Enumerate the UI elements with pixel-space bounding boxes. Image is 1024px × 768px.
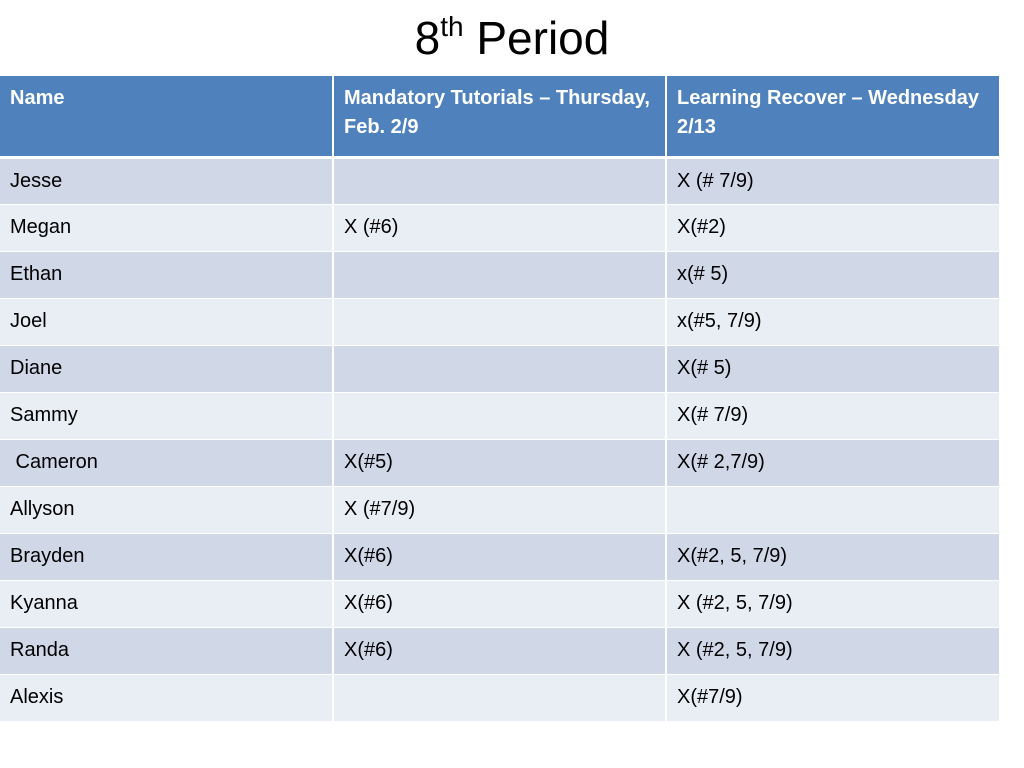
student-name-cell: Sammy [0, 392, 333, 439]
table-row [0, 392, 999, 439]
tutorials-cell [333, 157, 666, 204]
learning-recover-cell: x(#5, 7/9) [666, 298, 999, 345]
learning-recover-cell: X(#7/9) [666, 674, 999, 721]
table-row [0, 345, 999, 392]
student-name-cell: Ethan [0, 251, 333, 298]
learning-recover-cell: x(# 5) [666, 251, 999, 298]
title-text: Period [463, 12, 610, 64]
header-mandatory-tutorials: Mandatory Tutorials – Thursday, Feb. 2/9 [333, 76, 666, 157]
title-superscript: th [440, 11, 464, 42]
header-name: Name [0, 76, 333, 157]
student-name-cell: Randa [0, 627, 333, 674]
table-row [0, 157, 999, 204]
learning-recover-cell: X (#2, 5, 7/9) [666, 580, 999, 627]
header-learning-recover: Learning Recover – Wednesday 2/13 [666, 76, 999, 157]
learning-recover-cell: X(#2) [666, 204, 999, 251]
student-name-cell: Allyson [0, 486, 333, 533]
table-row [0, 204, 999, 251]
tutorials-cell: X(#6) [333, 627, 666, 674]
learning-recover-cell: X(# 5) [666, 345, 999, 392]
tutorials-cell [333, 392, 666, 439]
attendance-table [0, 76, 999, 722]
tutorials-cell [333, 674, 666, 721]
tutorials-cell [333, 345, 666, 392]
student-name-cell: Megan [0, 204, 333, 251]
tutorials-cell: X (#7/9) [333, 486, 666, 533]
tutorials-cell: X(#5) [333, 439, 666, 486]
tutorials-cell: X(#6) [333, 533, 666, 580]
tutorials-cell [333, 298, 666, 345]
student-name-cell: Jesse [0, 157, 333, 204]
table-row [0, 580, 999, 627]
table-row [0, 627, 999, 674]
learning-recover-cell: X (#2, 5, 7/9) [666, 627, 999, 674]
table-row [0, 486, 999, 533]
table-row [0, 251, 999, 298]
table-row [0, 298, 999, 345]
student-name-cell: Kyanna [0, 580, 333, 627]
table-row [0, 674, 999, 721]
table-row [0, 533, 999, 580]
student-name-cell: Joel [0, 298, 333, 345]
slide-title [0, 8, 1024, 68]
title-number: 8 [414, 12, 441, 64]
learning-recover-cell: X(# 2,7/9) [666, 439, 999, 486]
tutorials-cell: X (#6) [333, 204, 666, 251]
student-name-cell: Alexis [0, 674, 333, 721]
learning-recover-cell [666, 486, 999, 533]
student-name-cell: Brayden [0, 533, 333, 580]
learning-recover-cell: X(# 7/9) [666, 392, 999, 439]
table-header-row [0, 76, 999, 157]
student-name-cell: Cameron [0, 439, 333, 486]
tutorials-cell [333, 251, 666, 298]
learning-recover-cell: X(#2, 5, 7/9) [666, 533, 999, 580]
student-name-cell: Diane [0, 345, 333, 392]
learning-recover-cell: X (# 7/9) [666, 157, 999, 204]
tutorials-cell: X(#6) [333, 580, 666, 627]
table-row [0, 439, 999, 486]
